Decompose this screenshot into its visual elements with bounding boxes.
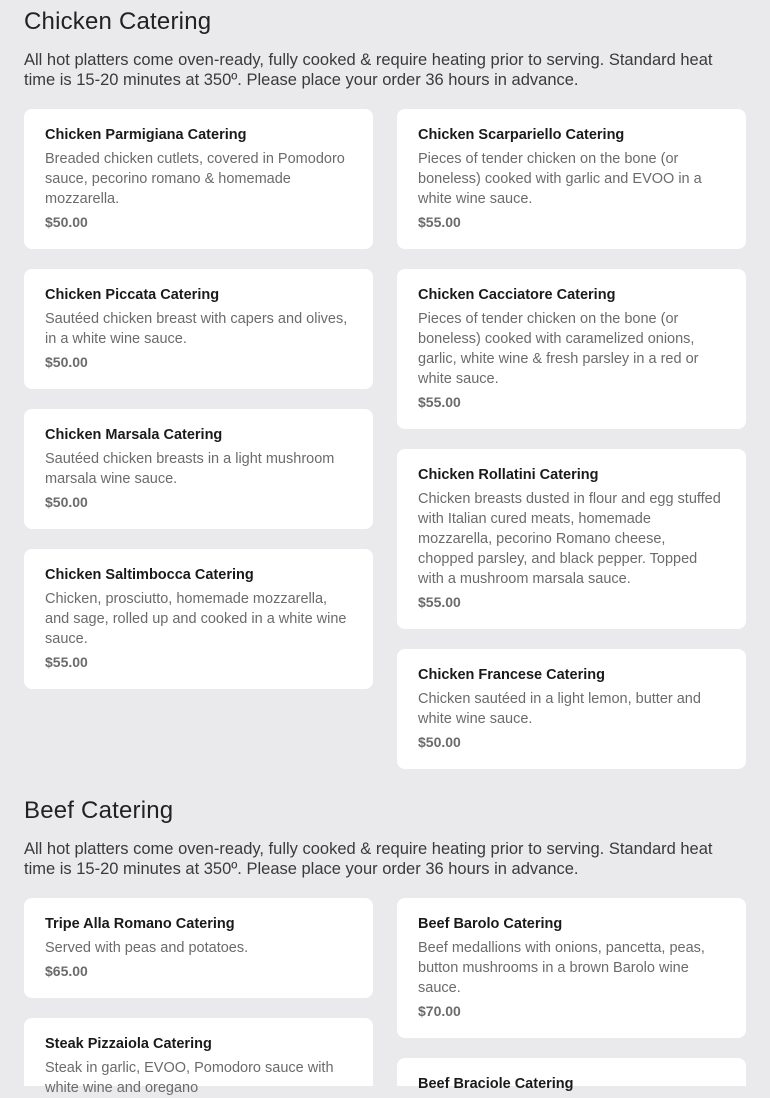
menu-item-name: Chicken Piccata Catering bbox=[45, 287, 220, 303]
menu-item-name: Chicken Marsala Catering bbox=[45, 427, 223, 443]
menu-item-price: $70.00 bbox=[418, 1003, 461, 1019]
section-chicken-catering bbox=[24, 7, 746, 90]
section-beef-catering bbox=[24, 796, 746, 879]
menu-item-price: $50.00 bbox=[45, 494, 88, 510]
section-title: Beef Catering bbox=[24, 797, 174, 824]
menu-item-description: Sautéed chicken breasts in a light mushroom marsala wine sauce. bbox=[45, 451, 335, 487]
menu-item-price: $55.00 bbox=[418, 394, 461, 410]
menu-item-price: $65.00 bbox=[45, 963, 88, 979]
menu-item-name: Chicken Scarpariello Catering bbox=[418, 127, 625, 143]
menu-item-price: $55.00 bbox=[418, 594, 461, 610]
menu-item-price: $55.00 bbox=[45, 654, 88, 670]
menu-item-description: Served with peas and potatoes. bbox=[45, 940, 249, 956]
menu-item-card[interactable] bbox=[397, 449, 746, 629]
menu-item-card[interactable] bbox=[24, 269, 373, 389]
menu-item-name: Chicken Saltimbocca Catering bbox=[45, 567, 254, 583]
menu-item-price: $50.00 bbox=[418, 734, 461, 750]
menu-item-description: Breaded chicken cutlets, covered in Pomodoro sauce, pecorino romano & homemade mozzarella. bbox=[45, 151, 345, 207]
menu-item-card[interactable] bbox=[397, 649, 746, 769]
menu-item-card[interactable] bbox=[24, 898, 373, 998]
section-description: All hot platters come oven-ready, fully cooked & require heating prior to serving. Standard heat time is 15-20 minutes at 350º. Please place your order 36 hours in advance. bbox=[24, 840, 713, 878]
menu-item-name: Tripe Alla Romano Catering bbox=[45, 916, 235, 932]
menu-item-price: $55.00 bbox=[418, 214, 461, 230]
menu-item-card[interactable] bbox=[397, 109, 746, 249]
menu-item-name: Chicken Rollatini Catering bbox=[418, 467, 599, 483]
menu-item-price: $50.00 bbox=[45, 214, 88, 230]
menu-item-card[interactable] bbox=[397, 1058, 746, 1092]
menu-item-description: Pieces of tender chicken on the bone (or boneless) cooked with garlic and EVOO in a white wine sauce. bbox=[418, 151, 702, 207]
menu-item-card[interactable] bbox=[397, 269, 746, 429]
section-title: Chicken Catering bbox=[24, 8, 212, 35]
menu-item-card[interactable] bbox=[24, 409, 373, 529]
menu-item-description: Chicken, prosciutto, homemade mozzarella, and sage, rolled up and cooked in a white wine sauce. bbox=[45, 591, 347, 647]
menu-item-name: Chicken Parmigiana Catering bbox=[45, 127, 247, 143]
section-description: All hot platters come oven-ready, fully cooked & require heating prior to serving. Standard heat time is 15-20 minutes at 350º. Please place your order 36 hours in advance. bbox=[24, 51, 713, 89]
menu-item-description: Chicken breasts dusted in flour and egg stuffed with Italian cured meats, homemade mozzarella, pecorino Romano cheese, chopped parsley, and black pepper. Topped with a mushroom marsala sauce. bbox=[418, 491, 721, 587]
menu-item-card[interactable] bbox=[24, 1018, 373, 1096]
menu-item-description: Steak in garlic, EVOO, Pomodoro sauce with white wine and oregano bbox=[45, 1060, 334, 1096]
menu-item-card[interactable] bbox=[24, 549, 373, 689]
menu-item-description: Sautéed chicken breast with capers and olives, in a white wine sauce. bbox=[45, 311, 348, 347]
menu-item-card[interactable] bbox=[24, 109, 373, 249]
menu-item-name: Chicken Francese Catering bbox=[418, 667, 605, 683]
menu-item-name: Beef Barolo Catering bbox=[418, 916, 563, 932]
menu-item-description: Pieces of tender chicken on the bone (or boneless) cooked with caramelized onions, garlic, white wine & fresh parsley in a red or white sauce. bbox=[418, 311, 699, 387]
menu-item-description: Chicken sautéed in a light lemon, butter and white wine sauce. bbox=[418, 691, 701, 727]
menu-item-price: $50.00 bbox=[45, 354, 88, 370]
menu-item-name: Beef Braciole Catering bbox=[418, 1076, 574, 1092]
menu-item-name: Steak Pizzaiola Catering bbox=[45, 1036, 212, 1052]
menu-item-name: Chicken Cacciatore Catering bbox=[418, 287, 616, 303]
menu-item-description: Beef medallions with onions, pancetta, peas, button mushrooms in a brown Barolo wine sauce. bbox=[418, 940, 705, 996]
menu-item-card[interactable] bbox=[397, 898, 746, 1038]
